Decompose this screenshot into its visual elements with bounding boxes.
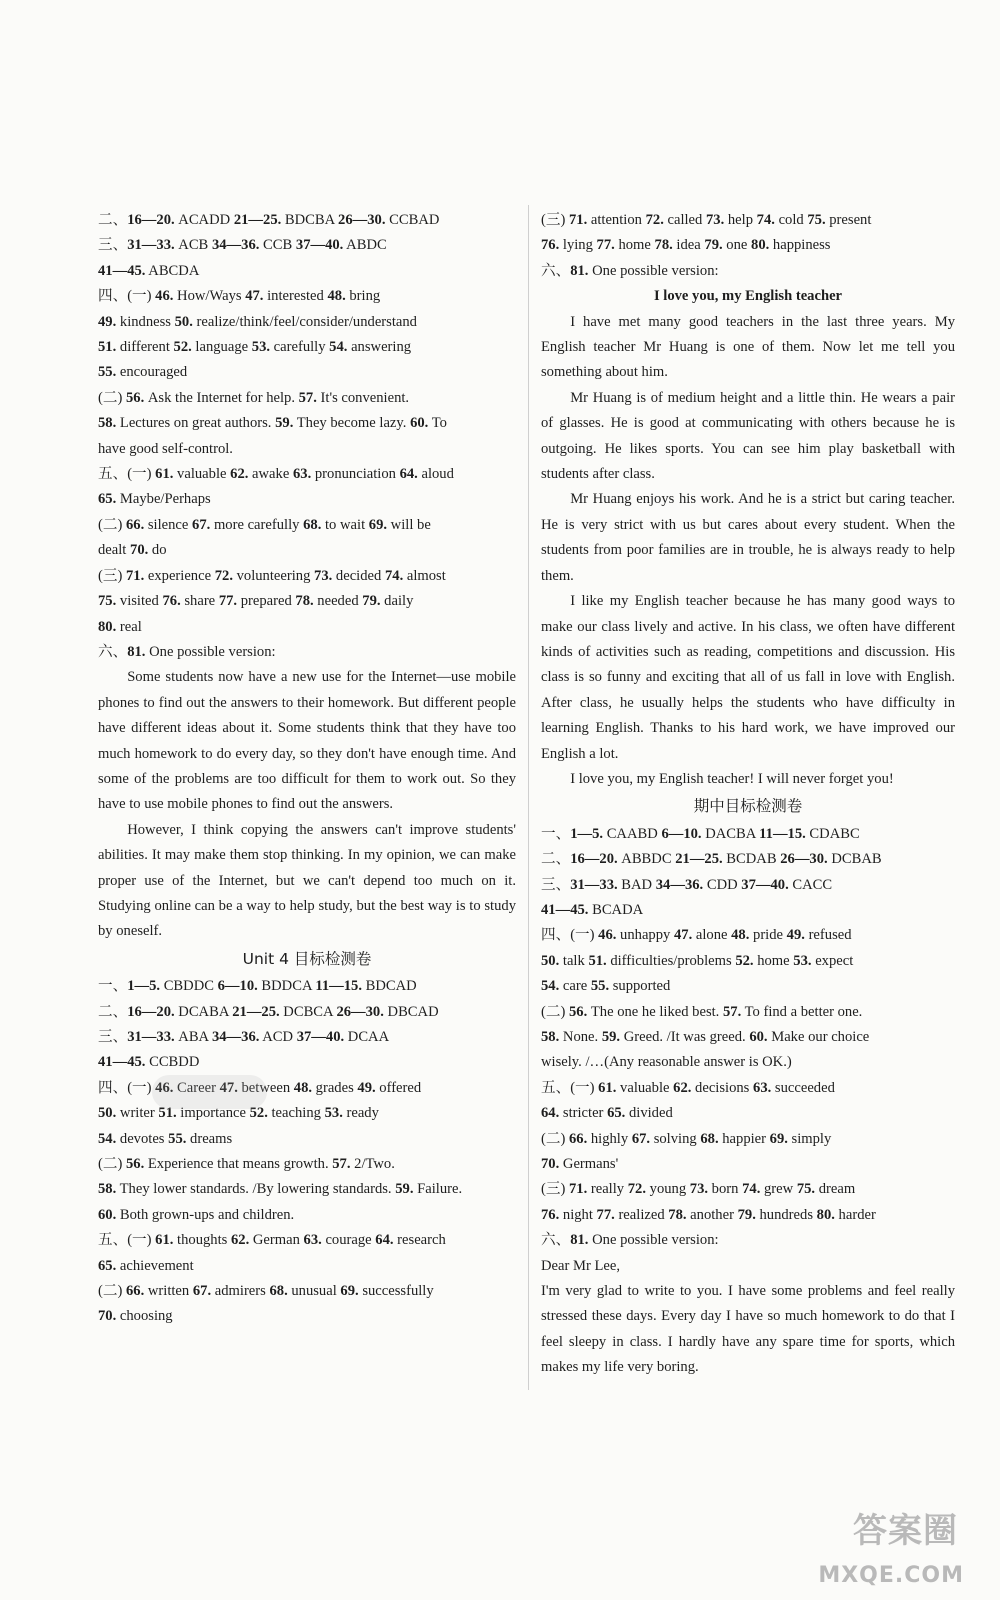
answer-line: (二) 66. written 67. admirers 68. unusual 69. successfully	[98, 1283, 434, 1300]
watermark-url: MXQE.COM	[818, 1563, 964, 1588]
answer-line: 58. Lectures on great authors. 59. They become lazy. 60. To	[98, 415, 447, 432]
answer-line: 54. devotes 55. dreams	[98, 1130, 233, 1147]
answer-block-midterm	[541, 822, 955, 1254]
answer-line: 五、(一) 61. valuable 62. decisions 63. succeeded	[541, 1079, 835, 1096]
essay-paragraph: Some students now have a new use for the Internet—use mobile phones to find out the answers to their homework. But different people have different ideas about it. Some students think that they have too much homework to do every day, so they don't have enough time. And some of the problems are too difficult for them to work out. So they have to use mobile phones to find out the answers.	[98, 669, 516, 813]
section-title-midterm: 期中目标检测卷	[693, 797, 803, 816]
answer-line: 一、1—5. CBDDC 6—10. BDDCA 11—15. BDCAD	[98, 978, 417, 995]
essay-paragraph: Mr Huang enjoys his work. And he is a strict but caring teacher. He is very strict with us but cares about every student. When the students from poor families are in trouble, he is always ready to help them.	[541, 491, 955, 584]
answer-line: 65. Maybe/Perhaps	[98, 491, 211, 508]
answer-line: 76. lying 77. home 78. idea 79. one 80. happiness	[541, 237, 831, 254]
answer-line: 五、(一) 61. thoughts 62. German 63. courage 64. research	[98, 1232, 446, 1249]
answer-block-unit4	[98, 974, 516, 1330]
answer-line: 76. night 77. realized 78. another 79. hundreds 80. harder	[541, 1206, 876, 1223]
letter-salutation: Dear Mr Lee,	[541, 1257, 621, 1274]
answer-line: 三、31—33. BAD 34—36. CDD 37—40. CACC	[541, 876, 833, 893]
answer-line: 80. real	[98, 618, 142, 635]
answer-line: 三、31—33. ACB 34—36. CCB 37—40. ABDC	[98, 237, 387, 254]
answer-block-unit3	[98, 208, 516, 665]
answer-line: 二、16—20. ACADD 21—25. BDCBA 26—30. CCBAD	[98, 212, 440, 228]
right-column	[541, 208, 955, 1381]
answer-block-continued	[541, 208, 955, 284]
answer-line: 41—45. BCADA	[541, 901, 644, 918]
answer-line: 50. talk 51. difficulties/problems 52. home 53. expect	[541, 952, 854, 969]
answer-line: 41—45. ABCDA	[98, 262, 200, 279]
answer-line: 二、16—20. ABBDC 21—25. BCDAB 26—30. DCBAB	[541, 851, 882, 868]
answer-line: 65. achievement	[98, 1257, 194, 1274]
watermark-logo: 答案圈	[853, 1511, 958, 1551]
answer-line: 70. Germans'	[541, 1156, 619, 1173]
answer-line: 49. kindness 50. realize/think/feel/consider/understand	[98, 313, 417, 330]
answer-line: 四、(一) 46. Career 47. between 48. grades 49. offered	[98, 1079, 422, 1096]
left-column	[98, 208, 516, 1330]
answer-line: 50. writer 51. importance 52. teaching 53. ready	[98, 1105, 379, 1122]
answer-line: 三、31—33. ABA 34—36. ACD 37—40. DCAA	[98, 1029, 390, 1045]
answer-line: 六、81. One possible version:	[98, 643, 276, 660]
answer-line: (二) 56. The one he liked best. 57. To find a better one.	[541, 1003, 863, 1020]
answer-line: (二) 66. silence 67. more carefully 68. to wait 69. will be	[98, 516, 431, 533]
answer-line: (二) 56. Ask the Internet for help. 57. It's convenient.	[98, 389, 410, 406]
answer-line: dealt 70. do	[98, 542, 167, 559]
essay-paragraph: However, I think copying the answers can't improve students' abilities. It may make them stop thinking. In my opinion, we can make proper use of the Internet, but we can't depend too much on it. Studying online can be a way to help study, but the best way is to study by oneself.	[98, 821, 516, 940]
section-title-unit4: Unit 4 目标检测卷	[242, 949, 372, 968]
answer-line: (三) 71. attention 72. called 73. help 74. cold 75. present	[541, 212, 872, 228]
answer-line: 五、(一) 61. valuable 62. awake 63. pronunciation 64. aloud	[98, 466, 454, 483]
answer-line: 64. stricter 65. divided	[541, 1105, 673, 1122]
answer-line: (二) 56. Experience that means growth. 57. 2/Two.	[98, 1156, 395, 1173]
answer-line: 60. Both grown-ups and children.	[98, 1206, 295, 1223]
answer-line: 六、81. One possible version:	[541, 262, 719, 279]
answer-line: 51. different 52. language 53. carefully 54. answering	[98, 339, 412, 356]
answer-line: 二、16—20. DCABA 21—25. DCBCA 26—30. DBCAD	[98, 1003, 439, 1020]
answer-line: 70. choosing	[98, 1308, 173, 1325]
faded-stamp	[152, 1075, 267, 1109]
answer-line: have good self-control.	[98, 440, 233, 457]
answer-line: 58. They lower standards. /By lowering standards. 59. Failure.	[98, 1181, 463, 1198]
answer-line: 一、1—5. CAABD 6—10. DACBA 11—15. CDABC	[541, 825, 860, 842]
answer-line: (三) 71. really 72. young 73. born 74. grew 75. dream	[541, 1181, 856, 1198]
answer-line: 四、(一) 46. How/Ways 47. interested 48. bring	[98, 288, 381, 305]
answer-line: (二) 66. highly 67. solving 68. happier 69. simply	[541, 1130, 832, 1147]
answer-line: 55. encouraged	[98, 364, 188, 381]
letter-body: I'm very glad to write to you. I have some problems and feel really stressed these days. Every day I have so much homework to do that I feel sleepy in class. I hardly have any spare time for sports, which makes my life very boring.	[541, 1283, 955, 1376]
essay-paragraph: I like my English teacher because he has many good ways to make our class lively and active. In his class, we often have different kinds of activities such as reading, competitions and discussion. His class is so funny and exciting that all of us fall in love with English. After class, he usually helps the students who have difficulty in learning English. Thanks to his hard work, we have improved our English a lot.	[541, 593, 955, 762]
essay-paragraph: Mr Huang is of medium height and a little thin. He wears a pair of glasses. He is good at communicating with others because he is outgoing. He likes sports. You can see him play basketball with students after class.	[541, 389, 955, 483]
answer-line: 54. care 55. supported	[541, 978, 671, 995]
answer-line: 75. visited 76. share 77. prepared 78. needed 79. daily	[98, 593, 414, 610]
answer-line: 58. None. 59. Greed. /It was greed. 60. Make our choice	[541, 1029, 870, 1045]
essay-paragraph: I have met many good teachers in the last three years. My English teacher Mr Huang is one of them. Now let me tell you something about him.	[541, 313, 955, 381]
answer-line: (三) 71. experience 72. volunteering 73. decided 74. almost	[98, 567, 446, 584]
answer-line: wisely. /…(Any reasonable answer is OK.)	[541, 1054, 792, 1071]
answer-line: 六、81. One possible version:	[541, 1232, 719, 1249]
essay-paragraph: I love you, my English teacher! I will never forget you!	[570, 770, 894, 787]
column-divider	[528, 205, 529, 1390]
answer-line: 41—45. CCBDD	[98, 1054, 200, 1071]
answer-line: 四、(一) 46. unhappy 47. alone 48. pride 49. refused	[541, 927, 852, 944]
essay-title: I love you, my English teacher	[653, 288, 843, 305]
